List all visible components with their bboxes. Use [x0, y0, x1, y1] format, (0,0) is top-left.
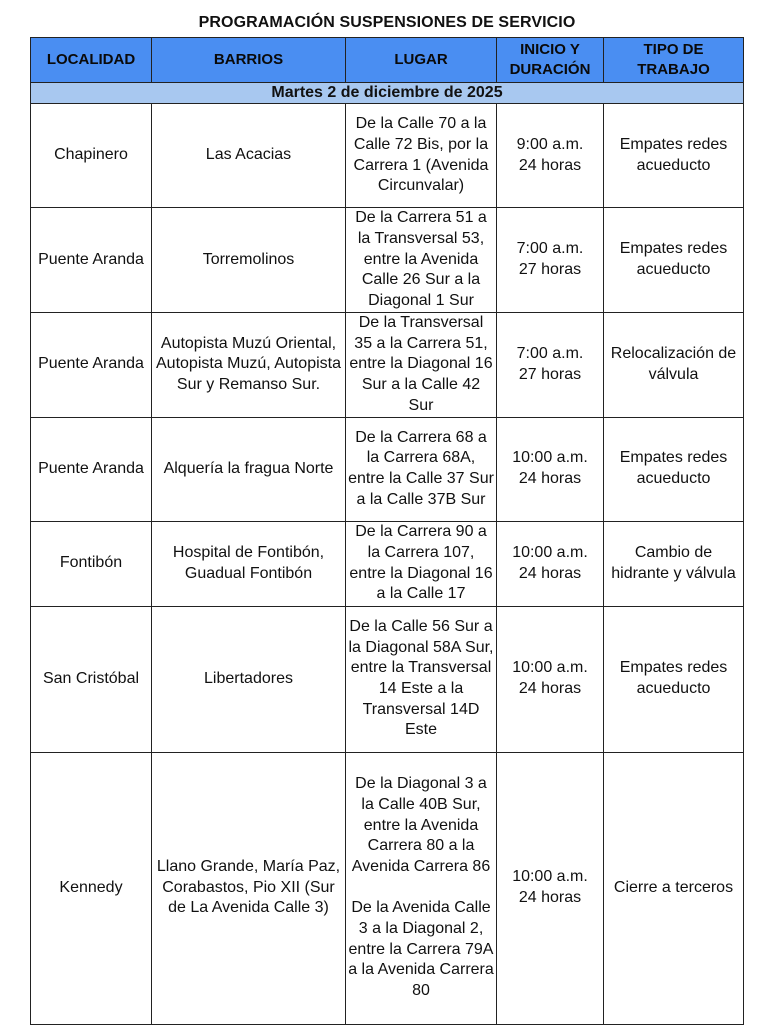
duracion: 24 horas [518, 564, 582, 582]
cell-localidad: Puente Aranda [31, 417, 152, 521]
cell-tipo-trabajo: Cambio de hidrante y válvula [604, 521, 744, 606]
duracion: 27 horas [518, 261, 582, 278]
lugar-text: De la Diagonal 3 a la Calle 40B Sur, entre la Avenida Carrera 80 a la Avenida Carrera 86 [351, 775, 491, 875]
inicio-time: 7:00 a.m. [516, 345, 584, 363]
lugar-text: De la Avenida Calle 3 a la Diagonal 2, entre la Carrera 79A a la Avenida Carrera 80 [348, 899, 494, 1000]
duracion: 27 horas [518, 365, 582, 383]
cell-lugar [346, 606, 497, 752]
cell-localidad: Kennedy [31, 752, 152, 1024]
cell-localidad: Puente Aranda [31, 208, 152, 313]
table-row [31, 208, 744, 313]
lugar-text: De la Carrera 51 a la Transversal 53, entre la Avenida Calle 26 Sur a la Diagonal 1 Sur [355, 209, 487, 310]
schedule-table [30, 37, 744, 1025]
header-barrios: BARRIOS [152, 38, 346, 83]
page-title: PROGRAMACIÓN SUSPENSIONES DE SERVICIO [198, 14, 576, 31]
cell-lugar [346, 417, 497, 521]
header-lugar: LUGAR [346, 38, 497, 83]
cell-inicio-duracion [497, 417, 604, 521]
cell-lugar [346, 104, 497, 208]
cell-barrios: Alquería la fragua Norte [152, 417, 346, 521]
cell-lugar [346, 521, 497, 606]
cell-inicio-duracion [497, 104, 604, 208]
cell-barrios: Torremolinos [152, 208, 346, 313]
table-row [31, 606, 744, 752]
table-row [31, 313, 744, 418]
cell-tipo-trabajo: Empates redes acueducto [604, 104, 744, 208]
lugar-text: De la Calle 56 Sur a la Diagonal 58A Sur, entre la Transversal 14 Este a la Transversal 14D Este [348, 617, 494, 739]
inicio-time: 10:00 a.m. [512, 543, 588, 561]
table-row [31, 417, 744, 521]
cell-localidad: San Cristóbal [31, 606, 152, 752]
table-row [31, 521, 744, 606]
cell-tipo-trabajo: Relocalización de válvula [604, 313, 744, 418]
cell-inicio-duracion [497, 313, 604, 418]
lugar-text: De la Carrera 68 a la Carrera 68A, entre la Calle 37 Sur a la Calle 37B Sur [348, 428, 494, 508]
cell-localidad: Puente Aranda [31, 313, 152, 418]
duracion: 24 horas [518, 470, 582, 488]
lugar-text: De la Transversal 35 a la Carrera 51, entre la Diagonal 16 Sur a la Calle 42 Sur [349, 314, 493, 414]
header-tipo-trabajo: TIPO DE TRABAJO [604, 38, 744, 83]
cell-barrios: Hospital de Fontibón, Guadual Fontibón [152, 521, 346, 606]
cell-lugar [346, 313, 497, 418]
cell-localidad: Fontibón [31, 521, 152, 606]
cell-lugar [346, 208, 497, 313]
cell-localidad: Chapinero [31, 104, 152, 208]
cell-inicio-duracion [497, 752, 604, 1024]
cell-tipo-trabajo: Empates redes acueducto [604, 208, 744, 313]
cell-barrios: Llano Grande, María Paz, Corabastos, Pio XII (Sur de La Avenida Calle 3) [152, 752, 346, 1024]
duracion: 24 horas [518, 680, 582, 698]
date-label: Martes 2 de diciembre de 2025 [31, 83, 744, 104]
cell-inicio-duracion [497, 521, 604, 606]
cell-lugar [346, 752, 497, 1024]
cell-barrios: Libertadores [152, 606, 346, 752]
cell-barrios: Las Acacias [152, 104, 346, 208]
header-row [31, 38, 744, 83]
cell-inicio-duracion [497, 606, 604, 752]
date-row [31, 83, 744, 104]
cell-tipo-trabajo: Cierre a terceros [604, 752, 744, 1024]
inicio-time: 10:00 a.m. [512, 868, 588, 886]
table-row [31, 104, 744, 208]
cell-tipo-trabajo: Empates redes acueducto [604, 417, 744, 521]
inicio-time: 10:00 a.m. [512, 659, 588, 677]
cell-barrios: Autopista Muzú Oriental, Autopista Muzú, Autopista Sur y Remanso Sur. [152, 313, 346, 418]
inicio-time: 7:00 a.m. [516, 240, 584, 258]
cell-inicio-duracion [497, 208, 604, 313]
cell-tipo-trabajo: Empates redes acueducto [604, 606, 744, 752]
duracion: 24 horas [518, 156, 582, 174]
lugar-gap [348, 878, 494, 899]
duracion: 24 horas [518, 889, 582, 907]
lugar-text: De la Calle 70 a la Calle 72 Bis, por la Carrera 1 (Avenida Circunvalar) [353, 115, 489, 195]
header-localidad: LOCALIDAD [31, 38, 152, 83]
inicio-time: 10:00 a.m. [512, 449, 588, 467]
header-inicio-duracion: INICIO Y DURACIÓN [497, 38, 604, 83]
lugar-text: De la Carrera 90 a la Carrera 107, entre la Diagonal 16 a la Calle 17 [349, 523, 493, 603]
inicio-time: 9:00 a.m. [516, 135, 584, 153]
table-row [31, 752, 744, 1024]
